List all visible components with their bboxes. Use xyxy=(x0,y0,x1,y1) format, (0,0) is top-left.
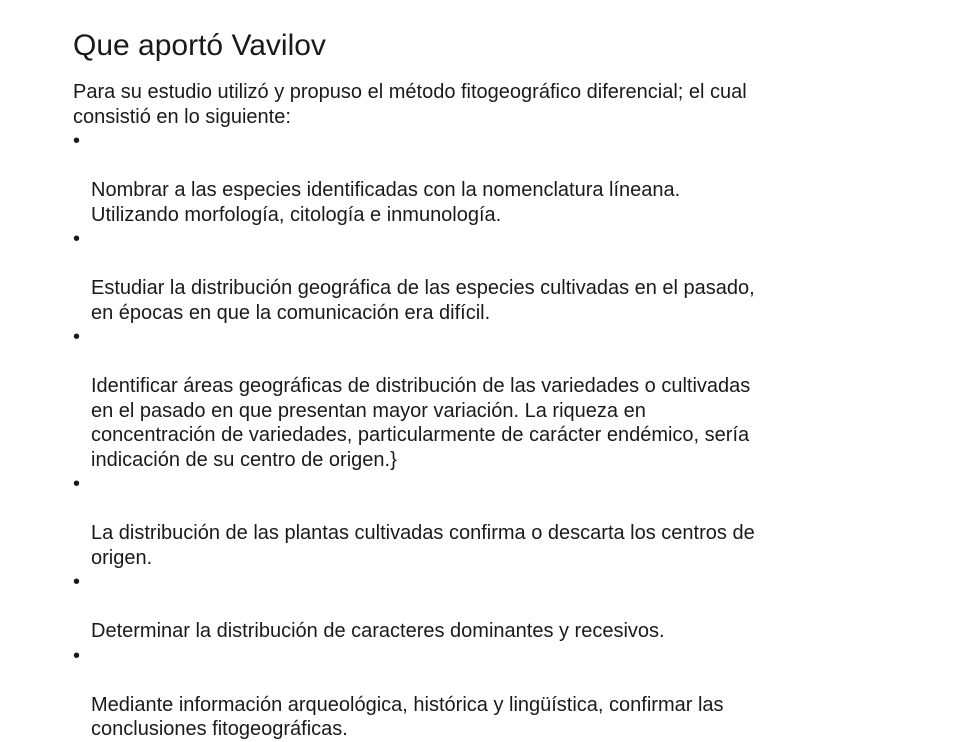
bullet-text: La distribución de las plantas cultivadas confirma o descarta los centros de origen. xyxy=(91,522,755,569)
intro-paragraph: Para su estudio utilizó y propuso el método fitogeográfico diferencial; el cual consistió en lo siguiente: xyxy=(73,81,747,128)
bullet-icon: • xyxy=(73,644,81,667)
bullet-list xyxy=(73,129,893,742)
bullet-item xyxy=(73,570,893,644)
bullet-icon: • xyxy=(73,130,81,152)
bullet-text: Mediante información arqueológica, histórica y lingüística, confirmar las conclusiones fitogeográficas. xyxy=(91,693,724,740)
bullet-text: Estudiar la distribución geográfica de las especies cultivadas en el pasado, en épocas en que la comunicación era difícil. xyxy=(91,277,755,324)
bullet-text: Determinar la distribución de caracteres dominantes y recesivos. xyxy=(91,620,665,642)
bullet-item xyxy=(73,644,893,742)
bullet-icon: • xyxy=(73,473,81,495)
slide-title: Que aportó Vavilov xyxy=(73,29,326,62)
bullet-item xyxy=(73,227,893,325)
slide-body xyxy=(73,80,893,742)
bullet-icon: • xyxy=(73,228,81,250)
bullet-item xyxy=(73,472,893,570)
bullet-text: Identificar áreas geográficas de distribución de las variedades o cultivadas en el pasado en que presentan mayor variación. La riqueza en concentración de variedades, particularmente de carácter endémico, sería indicación de su centro de origen.} xyxy=(91,375,751,471)
bullet-icon: • xyxy=(73,326,81,348)
bullet-item xyxy=(73,325,893,472)
bullet-text: Nombrar a las especies identificadas con la nomenclatura líneana. Utilizando morfología, citología e inmunología. xyxy=(91,179,681,226)
bullet-item xyxy=(73,129,893,227)
bullet-icon: • xyxy=(73,571,81,593)
